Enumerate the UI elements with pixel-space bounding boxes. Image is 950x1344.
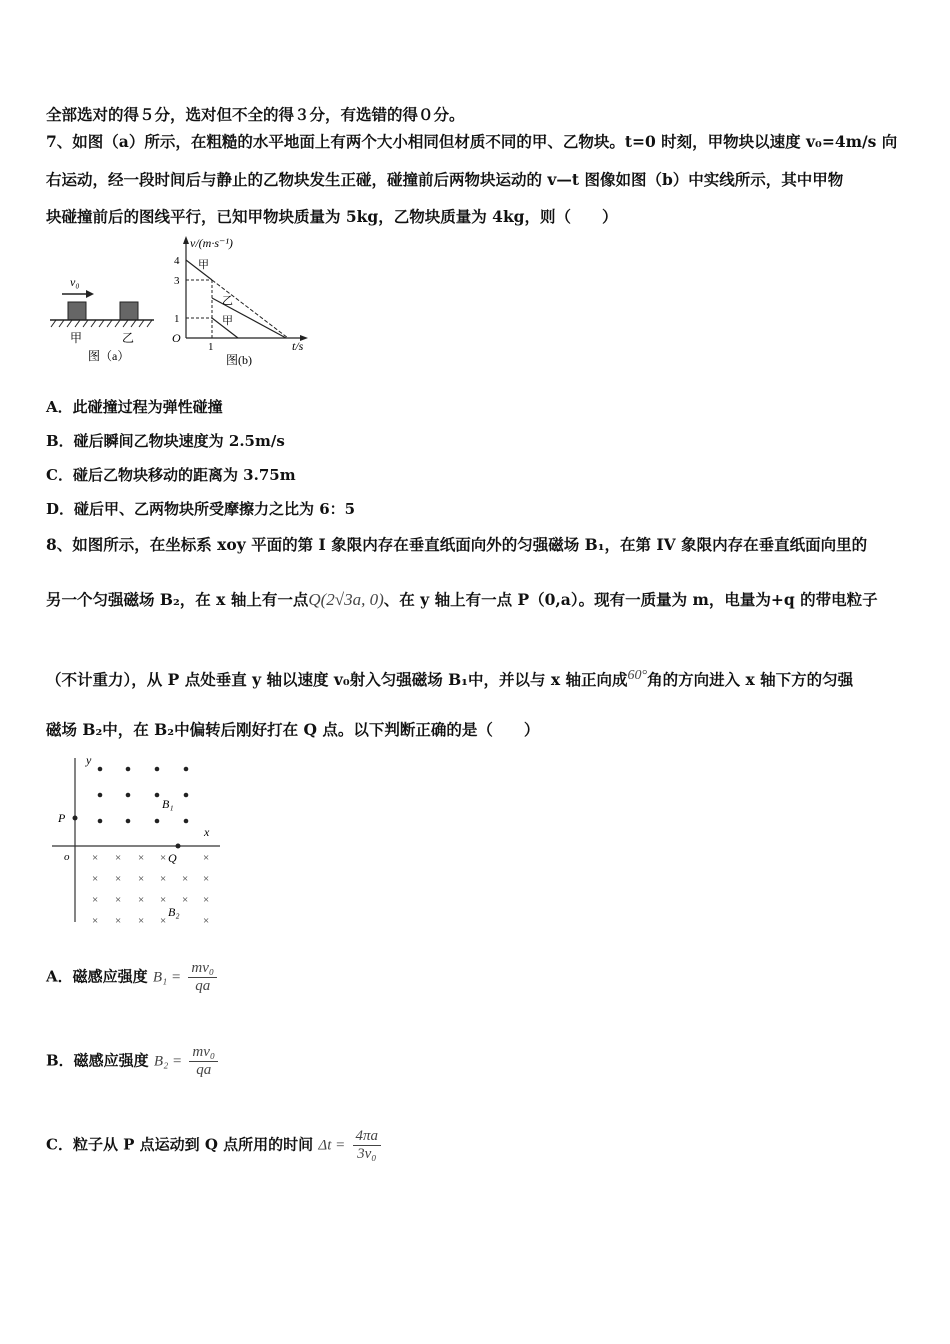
svg-text:×: × bbox=[182, 894, 189, 906]
q7-option-b: B．碰后瞬间乙物块速度为 2.5m/s bbox=[46, 432, 285, 450]
label-yi: 乙 bbox=[122, 331, 135, 345]
q8-option-c-text: C．粒子从 P 点运动到 Q 点所用的时间 bbox=[46, 1135, 314, 1154]
q7-figure-a bbox=[48, 270, 160, 366]
svg-text:×: × bbox=[160, 915, 167, 927]
q8-line2-end: 、在 y 轴上有一点 P（0,a）。现有一质量为 m，电量为+q 的带电粒子 bbox=[383, 590, 878, 609]
intro-text: 全部选对的得５分，选对但不全的得３分，有选错的得０分。 bbox=[46, 105, 465, 124]
svg-text:×: × bbox=[115, 915, 122, 927]
q8-line3-end: 角的方向进入 x 轴下方的匀强 bbox=[647, 670, 854, 690]
svg-text:×: × bbox=[115, 894, 122, 906]
q8-option-a-text: A．磁感应强度 bbox=[46, 967, 148, 986]
tick-1: 1 bbox=[174, 313, 180, 325]
q7-line1: 7、如图（a）所示，在粗糙的水平地面上有两个大小相同但材质不同的甲、乙物块。t=0 时刻，甲物块以速度 v₀=4m/s 向 bbox=[46, 132, 898, 151]
q8-line1: 8、如图所示，在坐标系 xoy 平面的第 I 象限内存在垂直纸面向外的匀强磁场 B₁，在第 IV 象限内存在垂直纸面向里的 bbox=[46, 535, 868, 554]
tick-t1: 1 bbox=[208, 341, 214, 353]
q8-option-a-fraction bbox=[188, 960, 217, 995]
q8-line2 bbox=[46, 588, 878, 610]
q8-line3 bbox=[46, 668, 853, 690]
q7-option-a: A．此碰撞过程为弹性碰撞 bbox=[46, 398, 223, 416]
q8-option-b-text: B．磁感应强度 bbox=[46, 1051, 149, 1070]
tick-3: 3 bbox=[174, 275, 180, 287]
b2-field-crosses bbox=[92, 852, 209, 927]
svg-text:×: × bbox=[92, 915, 99, 927]
q8-option-c-fraction bbox=[353, 1128, 382, 1163]
q8-option-c-lhs: Δt = bbox=[318, 1137, 346, 1154]
svg-text:×: × bbox=[160, 894, 167, 906]
point-p bbox=[73, 816, 78, 821]
q8-figure bbox=[50, 752, 225, 927]
ground-hatch bbox=[51, 320, 152, 327]
fraction-numerator: 4πa bbox=[353, 1128, 382, 1146]
v-axis-label: v/(m·s⁻¹) bbox=[190, 236, 233, 250]
tick-4: 4 bbox=[174, 255, 180, 267]
label-jia-bottom: 甲 bbox=[222, 315, 233, 327]
caption-b: 图(b) bbox=[226, 353, 252, 367]
block-jia bbox=[68, 302, 86, 320]
svg-text:×: × bbox=[115, 852, 122, 864]
q-label: Q bbox=[168, 851, 177, 865]
b1-field-dots bbox=[98, 767, 189, 824]
q7-figure-b bbox=[168, 232, 313, 372]
t-axis-label: t/s bbox=[292, 339, 304, 353]
block-yi bbox=[120, 302, 138, 320]
q7-option-c: C．碰后乙物块移动的距离为 3.75m bbox=[46, 466, 296, 484]
point-q-expr: Q(2√3a, 0) bbox=[308, 590, 384, 609]
label-jia: 甲 bbox=[70, 331, 83, 345]
angle-60: 60° bbox=[627, 668, 648, 683]
origin-label: o bbox=[64, 851, 70, 863]
label-yi: 乙 bbox=[222, 295, 233, 307]
q8-option-b bbox=[46, 1044, 218, 1079]
q7-line2: 右运动，经一段时间后与静止的乙物块发生正碰，碰撞前后两物块运动的 v—t 图像如图（b）中实线所示，其中甲物 bbox=[46, 170, 844, 189]
svg-text:×: × bbox=[160, 852, 167, 864]
svg-text:×: × bbox=[138, 915, 145, 927]
b1-label: B₁ bbox=[162, 797, 174, 811]
svg-text:×: × bbox=[115, 873, 122, 885]
point-q bbox=[176, 844, 181, 849]
svg-text:×: × bbox=[203, 852, 210, 864]
svg-text:×: × bbox=[138, 873, 145, 885]
velocity-arrow-head bbox=[86, 290, 94, 298]
fraction-denominator: qa bbox=[195, 978, 211, 994]
b2-label: B₂ bbox=[168, 905, 180, 919]
q8-line3-start: （不计重力），从 P 点处垂直 y 轴以速度 v₀射入匀强磁场 B₁中，并以与 x 轴正向成 bbox=[46, 670, 628, 690]
caption-a: 图（a） bbox=[88, 349, 130, 363]
q8-option-a bbox=[46, 960, 217, 995]
label-jia-top: 甲 bbox=[198, 259, 209, 271]
fraction-numerator: mv₀ bbox=[188, 960, 217, 978]
svg-text:×: × bbox=[203, 873, 210, 885]
q7-line3: 块碰撞前后的图线平行，已知甲物块质量为 5kg，乙物块质量为 4kg，则（ ） bbox=[46, 207, 618, 226]
svg-text:×: × bbox=[138, 852, 145, 864]
q8-option-c bbox=[46, 1128, 381, 1163]
fraction-denominator: 3v₀ bbox=[357, 1146, 377, 1162]
fraction-numerator: mv₀ bbox=[189, 1044, 218, 1062]
v-axis-arrow bbox=[183, 236, 189, 244]
x-label: x bbox=[204, 825, 210, 839]
svg-text:×: × bbox=[160, 873, 167, 885]
svg-text:×: × bbox=[92, 873, 99, 885]
extension-dashed bbox=[212, 280, 288, 338]
fraction-denominator: qa bbox=[196, 1062, 212, 1078]
q8-option-a-lhs: B₁ = bbox=[152, 969, 182, 986]
p-label: P bbox=[58, 811, 66, 825]
q7-option-d: D．碰后甲、乙两物块所受摩擦力之比为 6：5 bbox=[46, 500, 356, 518]
svg-text:×: × bbox=[92, 894, 99, 906]
q8-option-b-lhs: B₂ = bbox=[153, 1053, 183, 1070]
y-label: y bbox=[86, 753, 92, 767]
svg-text:×: × bbox=[203, 894, 210, 906]
origin-label: O bbox=[172, 331, 181, 345]
svg-text:×: × bbox=[138, 894, 145, 906]
q8-option-b-fraction bbox=[189, 1044, 218, 1079]
svg-text:×: × bbox=[203, 915, 210, 927]
q8-line4: 磁场 B₂中，在 B₂中偏转后刚好打在 Q 点。以下判断正确的是（ ） bbox=[46, 720, 540, 739]
q8-line2-start: 另一个匀强磁场 B₂，在 x 轴上有一点 bbox=[46, 590, 309, 609]
v0-label: v₀ bbox=[70, 275, 80, 289]
svg-text:×: × bbox=[182, 873, 189, 885]
svg-text:×: × bbox=[92, 852, 99, 864]
